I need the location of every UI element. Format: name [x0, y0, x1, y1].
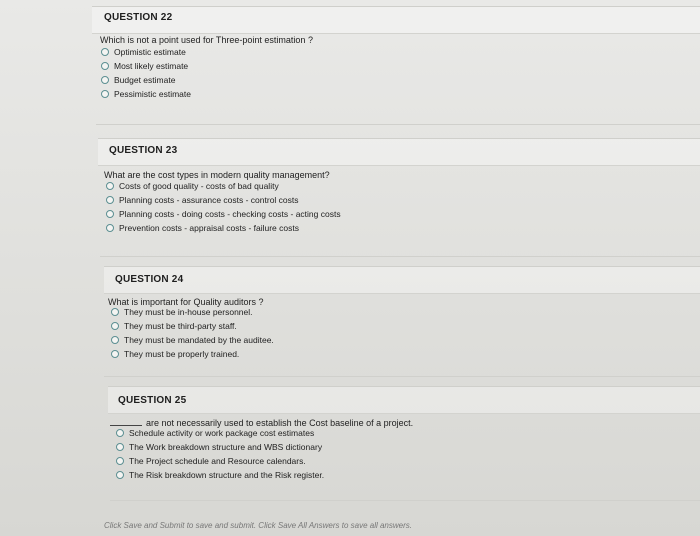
question-22-title: QUESTION 22: [104, 12, 173, 23]
question-25-option[interactable]: [116, 440, 324, 454]
question-22-option[interactable]: [101, 59, 191, 73]
option-label: Optimistic estimate: [114, 47, 186, 57]
question-25-title: QUESTION 25: [118, 395, 187, 406]
separator: [110, 500, 700, 501]
radio-button[interactable]: [101, 90, 109, 98]
question-25-prompt-text: are not necessarily used to establish the Cost baseline of a project.: [146, 418, 414, 428]
question-24-header: [104, 266, 700, 294]
question-23-option[interactable]: [106, 179, 341, 193]
option-label: They must be third-party staff.: [124, 321, 237, 331]
question-23-header: [98, 138, 700, 166]
radio-button[interactable]: [106, 210, 114, 218]
question-25-option[interactable]: [116, 454, 324, 468]
question-24-prompt: What is important for Quality auditors ?: [108, 297, 264, 307]
question-25-option[interactable]: [116, 468, 324, 482]
option-label: They must be properly trained.: [124, 349, 240, 359]
option-label: Planning costs - doing costs - checking costs - acting costs: [119, 209, 341, 219]
radio-button[interactable]: [116, 471, 124, 479]
option-label: The Work breakdown structure and WBS dictionary: [129, 442, 323, 452]
option-label: Schedule activity or work package cost estimates: [129, 428, 315, 438]
option-label: Planning costs - assurance costs - control costs: [119, 195, 299, 205]
question-22-prompt: Which is not a point used for Three-point estimation ?: [100, 35, 313, 45]
option-label: The Project schedule and Resource calendars.: [129, 456, 306, 466]
question-24-options: [111, 305, 274, 361]
separator: [104, 376, 700, 377]
radio-button[interactable]: [116, 429, 124, 437]
question-22-options: [101, 45, 191, 101]
radio-button[interactable]: [101, 62, 109, 70]
question-24-option[interactable]: [111, 319, 274, 333]
question-24-option[interactable]: [111, 305, 274, 319]
radio-button[interactable]: [106, 182, 114, 190]
radio-button[interactable]: [111, 350, 119, 358]
option-label: Budget estimate: [114, 75, 176, 85]
question-24-title: QUESTION 24: [115, 274, 184, 285]
question-23-option[interactable]: [106, 193, 341, 207]
question-22-option[interactable]: [101, 73, 191, 87]
question-25-header: [108, 386, 700, 414]
question-24-option[interactable]: [111, 333, 274, 347]
question-22-header: [92, 6, 700, 34]
question-23-prompt: What are the cost types in modern quality management?: [104, 170, 330, 180]
radio-button[interactable]: [116, 457, 124, 465]
radio-button[interactable]: [101, 48, 109, 56]
question-23-option[interactable]: [106, 221, 341, 235]
radio-button[interactable]: [111, 322, 119, 330]
question-22-option[interactable]: [101, 45, 191, 59]
option-label: They must be in-house personnel.: [124, 307, 253, 317]
question-24-option[interactable]: [111, 347, 274, 361]
question-25-options: [116, 426, 324, 482]
question-23-options: [106, 179, 341, 235]
radio-button[interactable]: [106, 196, 114, 204]
option-label: Costs of good quality - costs of bad quality: [119, 181, 279, 191]
option-label: Pessimistic estimate: [114, 89, 191, 99]
separator: [100, 256, 700, 257]
question-25-option[interactable]: [116, 426, 324, 440]
option-label: Prevention costs - appraisal costs - failure costs: [119, 223, 299, 233]
option-label: Most likely estimate: [114, 61, 189, 71]
radio-button[interactable]: [116, 443, 124, 451]
radio-button[interactable]: [106, 224, 114, 232]
option-label: They must be mandated by the auditee.: [124, 335, 274, 345]
question-22-option[interactable]: [101, 87, 191, 101]
option-label: The Risk breakdown structure and the Risk register.: [129, 470, 325, 480]
question-23-title: QUESTION 23: [109, 145, 178, 156]
separator: [96, 124, 700, 125]
radio-button[interactable]: [111, 336, 119, 344]
question-23-option[interactable]: [106, 207, 341, 221]
radio-button[interactable]: [101, 76, 109, 84]
radio-button[interactable]: [111, 308, 119, 316]
footer-instructions: Click Save and Submit to save and submit. Click Save All Answers to save all answers.: [104, 521, 412, 530]
